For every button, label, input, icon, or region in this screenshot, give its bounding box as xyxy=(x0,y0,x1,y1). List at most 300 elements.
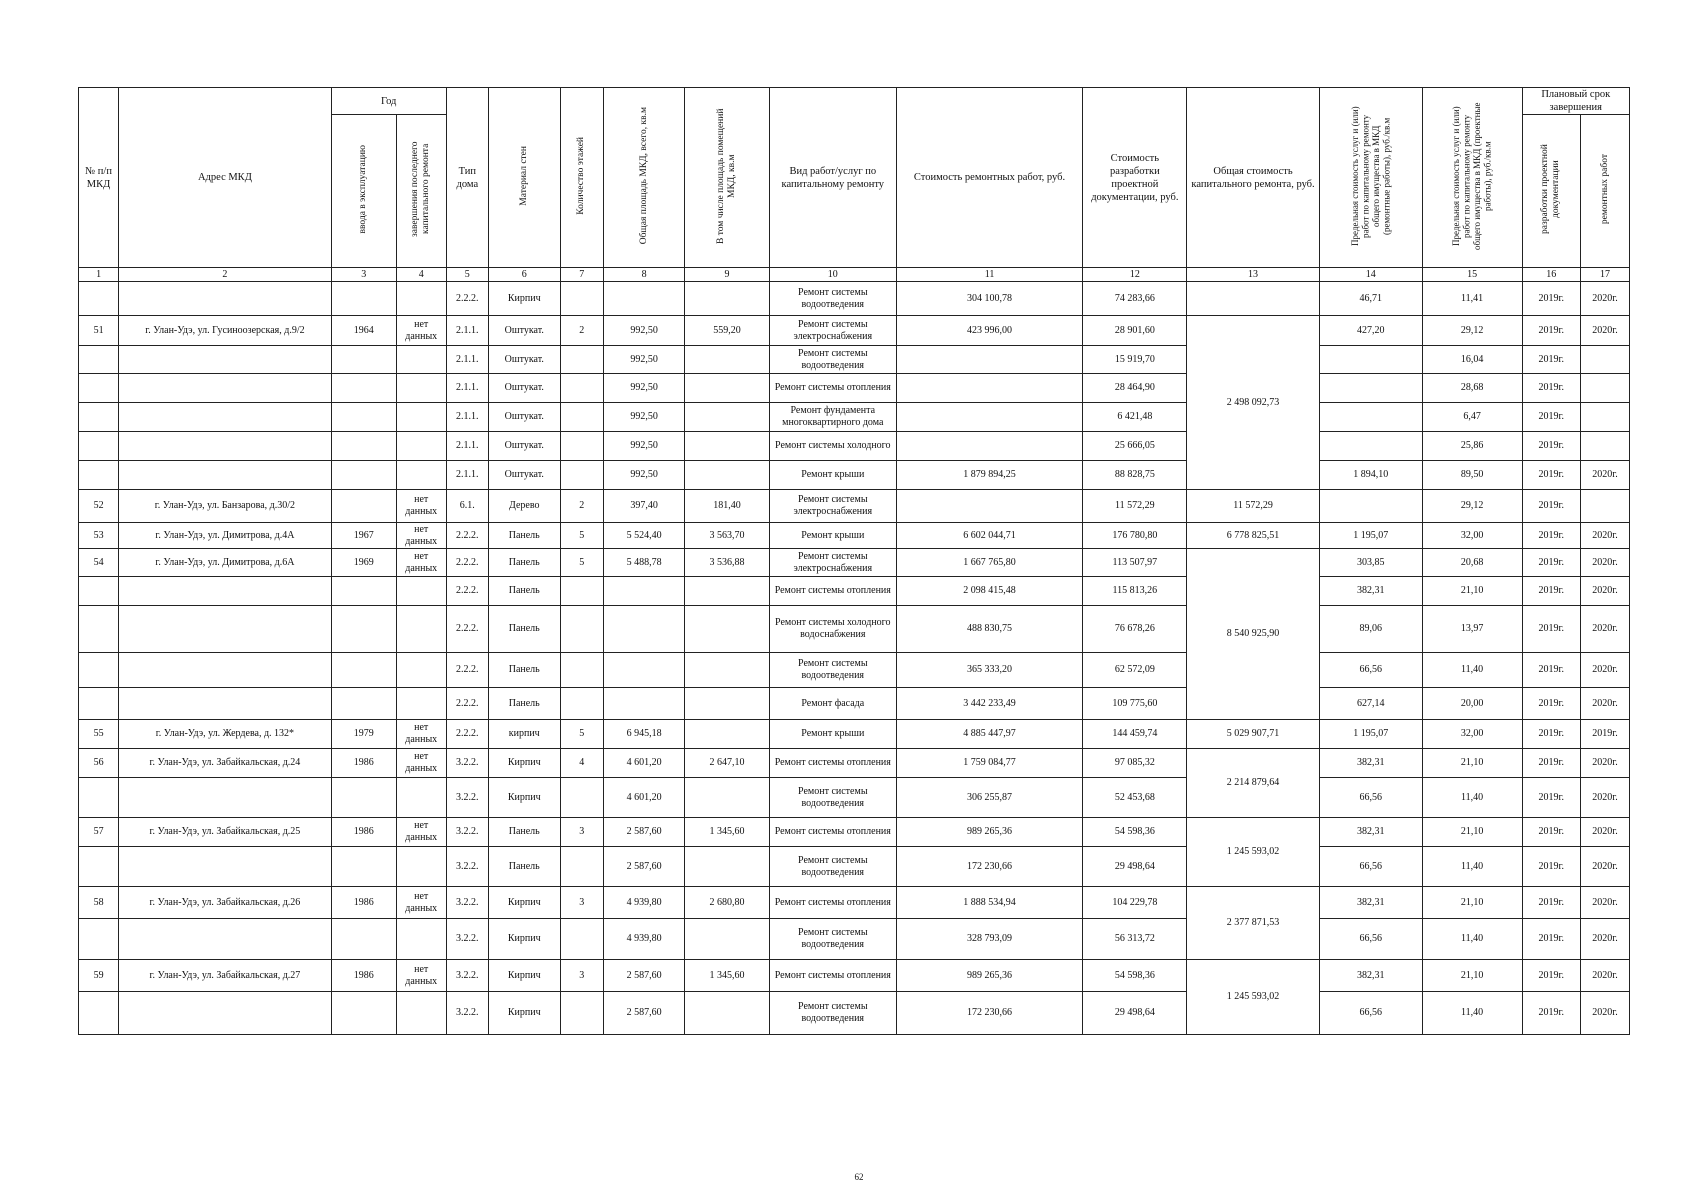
cell-repair-cost xyxy=(896,403,1083,432)
cell-planned-repair: 2020г. xyxy=(1581,688,1630,720)
cell-year-commission: 1986 xyxy=(331,749,396,778)
cell-limit-design: 32,00 xyxy=(1422,720,1522,749)
cell-repair-cost: 365 333,20 xyxy=(896,653,1083,688)
cell-planned-repair: 2020г. xyxy=(1581,919,1630,960)
cell-design-cost: 6 421,48 xyxy=(1083,403,1187,432)
cell-floors xyxy=(560,919,603,960)
cell-year-commission: 1986 xyxy=(331,887,396,919)
cell-address: г. Улан-Удэ, ул. Забайкальская, д.25 xyxy=(119,818,332,847)
cell-design-cost: 28 464,90 xyxy=(1083,374,1187,403)
cell-address: г. Улан-Удэ, ул. Забайкальская, д.26 xyxy=(119,887,332,919)
cell-year-commission: 1986 xyxy=(331,818,396,847)
cell-house-type: 2.1.1. xyxy=(446,461,488,490)
cell-limit-design: 6,47 xyxy=(1422,403,1522,432)
cell-floors: 3 xyxy=(560,960,603,992)
cell-limit-repair xyxy=(1319,432,1422,461)
cell-work-type: Ремонт системы электроснабжения xyxy=(769,549,896,577)
cell-planned-repair xyxy=(1581,374,1630,403)
table-row xyxy=(79,818,1630,847)
cell-design-cost: 54 598,36 xyxy=(1083,818,1187,847)
cell-work-type: Ремонт системы водоотведения xyxy=(769,653,896,688)
cell-year-commission: 1967 xyxy=(331,523,396,549)
table-row xyxy=(79,887,1630,919)
cell-limit-design: 16,04 xyxy=(1422,346,1522,374)
cell-year-last-repair: нет данных xyxy=(396,549,446,577)
cell-wall-material: Панель xyxy=(488,653,560,688)
cell-wall-material: Панель xyxy=(488,549,560,577)
cell-num: 54 xyxy=(79,549,119,577)
cell-total-area: 992,50 xyxy=(603,432,684,461)
cell-floors xyxy=(560,432,603,461)
cell-design-cost: 28 901,60 xyxy=(1083,316,1187,346)
cell-repair-cost: 989 265,36 xyxy=(896,960,1083,992)
cell-num: 51 xyxy=(79,316,119,346)
cell-num: 58 xyxy=(79,887,119,919)
table-row xyxy=(79,992,1630,1035)
cell-repair-cost: 1 888 534,94 xyxy=(896,887,1083,919)
cell-wall-material: Кирпич xyxy=(488,960,560,992)
cell-wall-material: Кирпич xyxy=(488,778,560,818)
header-address: Адрес МКД xyxy=(119,88,332,268)
cell-planned-repair xyxy=(1581,346,1630,374)
cell-address xyxy=(119,653,332,688)
cell-wall-material: Панель xyxy=(488,577,560,606)
cell-planned-repair xyxy=(1581,403,1630,432)
cell-total-area xyxy=(603,653,684,688)
cell-premises-area: 3 563,70 xyxy=(685,523,770,549)
cell-floors: 5 xyxy=(560,523,603,549)
cell-design-cost: 29 498,64 xyxy=(1083,847,1187,887)
cell-limit-design: 11,40 xyxy=(1422,778,1522,818)
cell-premises-area xyxy=(685,432,770,461)
cell-planned-repair: 2019г. xyxy=(1581,720,1630,749)
cell-year-last-repair: нет данных xyxy=(396,316,446,346)
cell-repair-cost: 306 255,87 xyxy=(896,778,1083,818)
cell-limit-design: 20,68 xyxy=(1422,549,1522,577)
cell-wall-material: Кирпич xyxy=(488,992,560,1035)
cell-repair-cost: 304 100,78 xyxy=(896,282,1083,316)
cell-limit-design: 20,00 xyxy=(1422,688,1522,720)
cell-floors: 3 xyxy=(560,887,603,919)
cell-num xyxy=(79,432,119,461)
cell-work-type: Ремонт системы отопления xyxy=(769,818,896,847)
cell-year-last-repair xyxy=(396,403,446,432)
column-number: 11 xyxy=(896,268,1083,282)
column-number: 2 xyxy=(119,268,332,282)
cell-year-last-repair xyxy=(396,374,446,403)
cell-work-type: Ремонт системы водоотведения xyxy=(769,778,896,818)
cell-premises-area: 3 536,88 xyxy=(685,549,770,577)
cell-planned-design: 2019г. xyxy=(1522,316,1581,346)
table-row xyxy=(79,577,1630,606)
cell-floors: 2 xyxy=(560,316,603,346)
cell-year-commission xyxy=(331,778,396,818)
table-row xyxy=(79,432,1630,461)
cell-year-last-repair: нет данных xyxy=(396,960,446,992)
cell-repair-cost: 3 442 233,49 xyxy=(896,688,1083,720)
table-row xyxy=(79,316,1630,346)
cell-planned-design: 2019г. xyxy=(1522,374,1581,403)
table-row xyxy=(79,847,1630,887)
cell-year-last-repair xyxy=(396,653,446,688)
cell-planned-design: 2019г. xyxy=(1522,403,1581,432)
cell-address xyxy=(119,432,332,461)
cell-num: 59 xyxy=(79,960,119,992)
cell-premises-area xyxy=(685,577,770,606)
cell-house-type: 3.2.2. xyxy=(446,847,488,887)
repair-register-table xyxy=(78,87,1630,1035)
cell-address: г. Улан-Удэ, ул. Забайкальская, д.24 xyxy=(119,749,332,778)
cell-num xyxy=(79,403,119,432)
cell-work-type: Ремонт системы электроснабжения xyxy=(769,316,896,346)
cell-premises-area: 2 680,80 xyxy=(685,887,770,919)
cell-planned-design: 2019г. xyxy=(1522,992,1581,1035)
cell-house-type: 2.1.1. xyxy=(446,374,488,403)
cell-address: г. Улан-Удэ, ул. Димитрова, д.6А xyxy=(119,549,332,577)
cell-planned-design: 2019г. xyxy=(1522,606,1581,653)
cell-premises-area xyxy=(685,992,770,1035)
cell-planned-design: 2019г. xyxy=(1522,653,1581,688)
cell-house-type: 2.2.2. xyxy=(446,523,488,549)
cell-floors xyxy=(560,577,603,606)
cell-house-type: 3.2.2. xyxy=(446,778,488,818)
cell-year-commission xyxy=(331,653,396,688)
cell-repair-cost: 172 230,66 xyxy=(896,992,1083,1035)
cell-design-cost: 113 507,97 xyxy=(1083,549,1187,577)
cell-address xyxy=(119,919,332,960)
cell-num xyxy=(79,461,119,490)
cell-limit-design: 28,68 xyxy=(1422,374,1522,403)
cell-limit-repair: 382,31 xyxy=(1319,577,1422,606)
cell-work-type: Ремонт системы электроснабжения xyxy=(769,490,896,523)
cell-wall-material: Панель xyxy=(488,847,560,887)
cell-year-commission xyxy=(331,688,396,720)
header-year-last-repair: завершения последнего капитального ремонта xyxy=(396,115,446,268)
cell-house-type: 2.2.2. xyxy=(446,688,488,720)
cell-work-type: Ремонт системы отопления xyxy=(769,960,896,992)
cell-address xyxy=(119,606,332,653)
cell-address: г. Улан-Удэ, ул. Димитрова, д.4А xyxy=(119,523,332,549)
cell-planned-repair xyxy=(1581,432,1630,461)
header-num: № п/п МКД xyxy=(79,88,119,268)
cell-num: 55 xyxy=(79,720,119,749)
column-number: 3 xyxy=(331,268,396,282)
header-planned-repair: ремонтных работ xyxy=(1581,115,1630,268)
cell-total-area: 4 601,20 xyxy=(603,778,684,818)
cell-total-area: 992,50 xyxy=(603,374,684,403)
cell-year-last-repair xyxy=(396,847,446,887)
cell-repair-cost: 1 879 894,25 xyxy=(896,461,1083,490)
cell-year-last-repair xyxy=(396,282,446,316)
cell-year-last-repair xyxy=(396,778,446,818)
header-planned-group: Плановый срок завершения xyxy=(1522,88,1629,115)
cell-floors xyxy=(560,346,603,374)
cell-repair-cost: 423 996,00 xyxy=(896,316,1083,346)
cell-premises-area xyxy=(685,653,770,688)
cell-house-type: 2.2.2. xyxy=(446,549,488,577)
cell-year-commission xyxy=(331,992,396,1035)
cell-wall-material: Дерево xyxy=(488,490,560,523)
cell-house-type: 3.2.2. xyxy=(446,919,488,960)
cell-repair-cost: 6 602 044,71 xyxy=(896,523,1083,549)
cell-num xyxy=(79,847,119,887)
cell-total-area xyxy=(603,688,684,720)
cell-limit-design: 29,12 xyxy=(1422,316,1522,346)
cell-work-type: Ремонт системы водоотведения xyxy=(769,346,896,374)
column-number: 5 xyxy=(446,268,488,282)
cell-address xyxy=(119,778,332,818)
cell-num: 57 xyxy=(79,818,119,847)
cell-work-type: Ремонт системы холодного xyxy=(769,432,896,461)
cell-floors xyxy=(560,606,603,653)
cell-limit-design: 11,41 xyxy=(1422,282,1522,316)
cell-repair-cost xyxy=(896,374,1083,403)
cell-work-type: Ремонт фасада xyxy=(769,688,896,720)
cell-work-type: Ремонт системы отопления xyxy=(769,374,896,403)
cell-premises-area: 1 345,60 xyxy=(685,960,770,992)
cell-floors xyxy=(560,282,603,316)
header-total-cost: Общая стоимость капитального ремонта, руб. xyxy=(1187,88,1319,268)
cell-work-type: Ремонт системы водоотведения xyxy=(769,282,896,316)
cell-limit-repair: 1 195,07 xyxy=(1319,720,1422,749)
cell-year-last-repair: нет данных xyxy=(396,749,446,778)
header-year-group: Год xyxy=(331,88,446,115)
column-number: 15 xyxy=(1422,268,1522,282)
register-sheet xyxy=(78,87,1630,1123)
cell-total-area: 992,50 xyxy=(603,316,684,346)
table-row xyxy=(79,960,1630,992)
table-row xyxy=(79,374,1630,403)
cell-planned-repair: 2020г. xyxy=(1581,523,1630,549)
cell-planned-repair: 2020г. xyxy=(1581,960,1630,992)
cell-repair-cost: 172 230,66 xyxy=(896,847,1083,887)
cell-address xyxy=(119,461,332,490)
cell-limit-repair: 66,56 xyxy=(1319,653,1422,688)
cell-limit-repair xyxy=(1319,346,1422,374)
cell-repair-cost: 488 830,75 xyxy=(896,606,1083,653)
cell-floors: 5 xyxy=(560,549,603,577)
cell-repair-cost: 989 265,36 xyxy=(896,818,1083,847)
header-planned-design: разработки проектной документации xyxy=(1522,115,1581,268)
cell-limit-design: 11,40 xyxy=(1422,992,1522,1035)
cell-design-cost: 15 919,70 xyxy=(1083,346,1187,374)
cell-total-area: 6 945,18 xyxy=(603,720,684,749)
cell-year-last-repair: нет данных xyxy=(396,523,446,549)
table-row xyxy=(79,523,1630,549)
cell-repair-cost: 2 098 415,48 xyxy=(896,577,1083,606)
cell-num xyxy=(79,653,119,688)
cell-address xyxy=(119,346,332,374)
cell-total-area: 4 939,80 xyxy=(603,919,684,960)
cell-total-area xyxy=(603,577,684,606)
cell-premises-area: 1 345,60 xyxy=(685,818,770,847)
cell-premises-area xyxy=(685,688,770,720)
cell-address: г. Улан-Удэ, ул. Забайкальская, д.27 xyxy=(119,960,332,992)
header-repair-cost: Стоимость ремонтных работ, руб. xyxy=(896,88,1083,268)
cell-year-last-repair xyxy=(396,992,446,1035)
cell-repair-cost: 328 793,09 xyxy=(896,919,1083,960)
cell-total-area: 992,50 xyxy=(603,461,684,490)
cell-planned-design: 2019г. xyxy=(1522,490,1581,523)
cell-planned-design: 2019г. xyxy=(1522,346,1581,374)
cell-premises-area xyxy=(685,346,770,374)
cell-address xyxy=(119,688,332,720)
page-number: 62 xyxy=(854,1172,864,1182)
cell-address: г. Улан-Удэ, ул. Гусиноозерская, д.9/2 xyxy=(119,316,332,346)
table-row xyxy=(79,461,1630,490)
cell-num xyxy=(79,919,119,960)
cell-floors xyxy=(560,403,603,432)
register-body xyxy=(79,282,1630,1035)
header-wall-material: Материал стен xyxy=(488,88,560,268)
cell-repair-cost: 4 885 447,97 xyxy=(896,720,1083,749)
cell-total-cost: 2 498 092,73 xyxy=(1187,316,1319,490)
cell-limit-repair: 382,31 xyxy=(1319,818,1422,847)
cell-planned-repair xyxy=(1581,490,1630,523)
column-number: 17 xyxy=(1581,268,1630,282)
header-house-type: Тип дома xyxy=(446,88,488,268)
cell-floors xyxy=(560,461,603,490)
table-row xyxy=(79,282,1630,316)
cell-year-last-repair: нет данных xyxy=(396,720,446,749)
cell-year-commission xyxy=(331,490,396,523)
cell-house-type: 3.2.2. xyxy=(446,818,488,847)
cell-wall-material: Оштукат. xyxy=(488,403,560,432)
table-row xyxy=(79,346,1630,374)
table-row xyxy=(79,490,1630,523)
cell-total-cost: 2 377 871,53 xyxy=(1187,887,1319,960)
table-row xyxy=(79,549,1630,577)
cell-total-cost: 8 540 925,90 xyxy=(1187,549,1319,720)
cell-num xyxy=(79,282,119,316)
cell-design-cost: 144 459,74 xyxy=(1083,720,1187,749)
cell-num xyxy=(79,577,119,606)
cell-planned-design: 2019г. xyxy=(1522,432,1581,461)
cell-planned-repair: 2020г. xyxy=(1581,549,1630,577)
cell-premises-area xyxy=(685,606,770,653)
cell-address: г. Улан-Удэ, ул. Жердева, д. 132* xyxy=(119,720,332,749)
cell-design-cost: 88 828,75 xyxy=(1083,461,1187,490)
cell-floors xyxy=(560,847,603,887)
cell-work-type: Ремонт крыши xyxy=(769,461,896,490)
header-floors: Количество этажей xyxy=(560,88,603,268)
cell-year-last-repair: нет данных xyxy=(396,490,446,523)
cell-total-area: 5 488,78 xyxy=(603,549,684,577)
cell-repair-cost xyxy=(896,346,1083,374)
cell-work-type: Ремонт системы холодного водоснабжения xyxy=(769,606,896,653)
cell-work-type: Ремонт системы водоотведения xyxy=(769,847,896,887)
cell-planned-repair: 2020г. xyxy=(1581,847,1630,887)
cell-work-type: Ремонт системы водоотведения xyxy=(769,992,896,1035)
cell-planned-design: 2019г. xyxy=(1522,778,1581,818)
cell-house-type: 2.2.2. xyxy=(446,653,488,688)
table-row xyxy=(79,749,1630,778)
cell-year-last-repair xyxy=(396,346,446,374)
cell-limit-repair: 66,56 xyxy=(1319,992,1422,1035)
cell-design-cost: 115 813,26 xyxy=(1083,577,1187,606)
cell-wall-material: Панель xyxy=(488,688,560,720)
cell-wall-material: Оштукат. xyxy=(488,346,560,374)
cell-floors: 4 xyxy=(560,749,603,778)
column-number: 16 xyxy=(1522,268,1581,282)
cell-premises-area xyxy=(685,403,770,432)
cell-wall-material: Кирпич xyxy=(488,749,560,778)
cell-premises-area xyxy=(685,282,770,316)
cell-year-commission: 1969 xyxy=(331,549,396,577)
cell-design-cost: 104 229,78 xyxy=(1083,887,1187,919)
cell-num: 53 xyxy=(79,523,119,549)
cell-design-cost: 54 598,36 xyxy=(1083,960,1187,992)
cell-work-type: Ремонт системы водоотведения xyxy=(769,919,896,960)
cell-floors xyxy=(560,653,603,688)
cell-house-type: 2.2.2. xyxy=(446,720,488,749)
cell-design-cost: 74 283,66 xyxy=(1083,282,1187,316)
cell-wall-material: Оштукат. xyxy=(488,316,560,346)
cell-year-last-repair xyxy=(396,432,446,461)
cell-limit-repair: 1 894,10 xyxy=(1319,461,1422,490)
cell-planned-design: 2019г. xyxy=(1522,688,1581,720)
cell-premises-area xyxy=(685,374,770,403)
cell-limit-repair: 46,71 xyxy=(1319,282,1422,316)
cell-planned-design: 2019г. xyxy=(1522,960,1581,992)
cell-planned-design: 2019г. xyxy=(1522,282,1581,316)
cell-year-commission: 1964 xyxy=(331,316,396,346)
cell-design-cost: 62 572,09 xyxy=(1083,653,1187,688)
cell-address xyxy=(119,403,332,432)
cell-planned-repair: 2020г. xyxy=(1581,282,1630,316)
cell-limit-repair: 66,56 xyxy=(1319,919,1422,960)
cell-total-cost: 6 778 825,51 xyxy=(1187,523,1319,549)
cell-limit-design: 21,10 xyxy=(1422,749,1522,778)
header-total-area: Общая площадь МКД, всего, кв.м xyxy=(603,88,684,268)
column-number: 1 xyxy=(79,268,119,282)
cell-limit-repair: 382,31 xyxy=(1319,749,1422,778)
cell-planned-repair: 2020г. xyxy=(1581,316,1630,346)
cell-limit-design: 29,12 xyxy=(1422,490,1522,523)
cell-planned-design: 2019г. xyxy=(1522,549,1581,577)
cell-total-area: 2 587,60 xyxy=(603,960,684,992)
cell-planned-repair: 2020г. xyxy=(1581,818,1630,847)
table-row xyxy=(79,720,1630,749)
cell-total-area xyxy=(603,606,684,653)
cell-year-commission xyxy=(331,461,396,490)
cell-floors: 2 xyxy=(560,490,603,523)
cell-house-type: 2.2.2. xyxy=(446,606,488,653)
cell-design-cost: 56 313,72 xyxy=(1083,919,1187,960)
cell-limit-design: 32,00 xyxy=(1422,523,1522,549)
cell-limit-design: 21,10 xyxy=(1422,818,1522,847)
cell-floors xyxy=(560,992,603,1035)
column-number: 13 xyxy=(1187,268,1319,282)
cell-limit-design: 21,10 xyxy=(1422,887,1522,919)
cell-year-last-repair xyxy=(396,461,446,490)
cell-planned-repair: 2020г. xyxy=(1581,577,1630,606)
cell-planned-repair: 2020г. xyxy=(1581,992,1630,1035)
cell-limit-design: 11,40 xyxy=(1422,847,1522,887)
cell-num: 56 xyxy=(79,749,119,778)
cell-house-type: 3.2.2. xyxy=(446,960,488,992)
cell-year-commission xyxy=(331,374,396,403)
cell-address: г. Улан-Удэ, ул. Банзарова, д.30/2 xyxy=(119,490,332,523)
cell-num xyxy=(79,374,119,403)
cell-work-type: Ремонт системы отопления xyxy=(769,887,896,919)
cell-total-area: 992,50 xyxy=(603,346,684,374)
cell-limit-repair: 427,20 xyxy=(1319,316,1422,346)
cell-planned-design: 2019г. xyxy=(1522,749,1581,778)
cell-total-area xyxy=(603,282,684,316)
column-number: 6 xyxy=(488,268,560,282)
cell-wall-material: Оштукат. xyxy=(488,374,560,403)
